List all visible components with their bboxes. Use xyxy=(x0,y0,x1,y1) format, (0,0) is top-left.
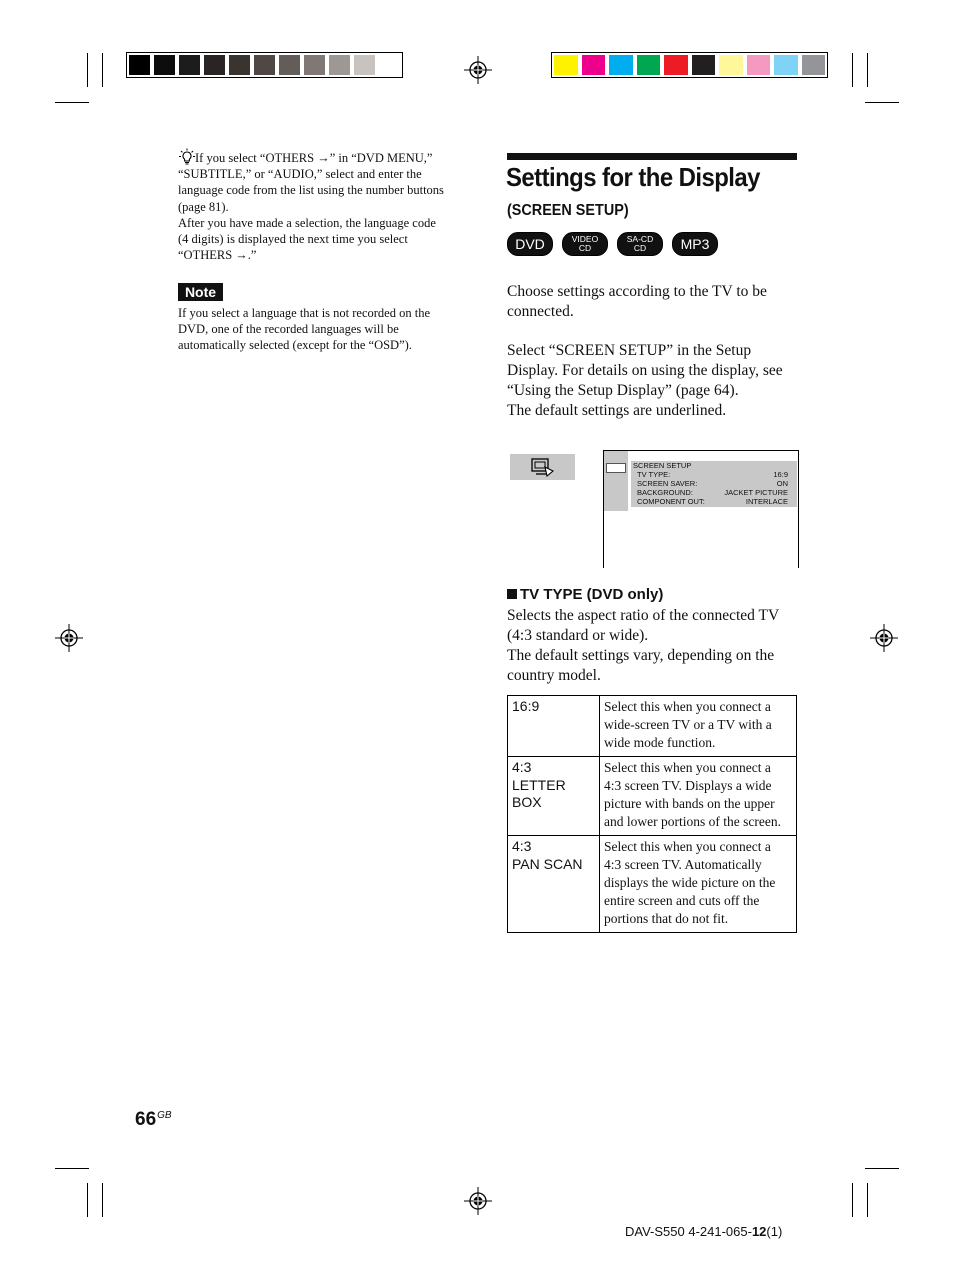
document-code xyxy=(625,1224,782,1239)
note-line: automatically selected (except for the “OSD”). xyxy=(178,338,412,353)
intro-line: Choose settings according to the TV to be xyxy=(507,283,767,300)
tv-type-heading-text: TV TYPE (DVD only) xyxy=(520,586,664,603)
key-line: 16:9 xyxy=(512,698,540,714)
color-swatch xyxy=(229,55,250,75)
desc-line: Selects the aspect ratio of the connected TV xyxy=(507,607,780,624)
color-swatch xyxy=(379,55,400,75)
value-line: Select this when you connect a xyxy=(604,760,771,775)
square-bullet-icon xyxy=(507,589,517,599)
key-line: 4:3 xyxy=(512,838,532,854)
value-line: and lower portions of the screen. xyxy=(604,814,781,829)
video-cd-badge xyxy=(562,232,608,256)
value-line: 4:3 screen TV. Automatically xyxy=(604,857,762,872)
key-line: LETTER xyxy=(512,776,566,793)
intro-line: connected. xyxy=(507,303,574,320)
table-row xyxy=(508,696,797,757)
cmyk-color-bar xyxy=(551,52,828,78)
hint-bulb-icon xyxy=(178,148,196,170)
value-line: Select this when you connect a xyxy=(604,839,771,854)
option-description xyxy=(600,757,797,836)
color-swatch xyxy=(637,55,661,75)
option-key xyxy=(508,696,600,757)
note-text xyxy=(178,305,468,354)
color-swatch xyxy=(179,55,200,75)
osd-row-value: JACKET PICTURE xyxy=(724,488,788,497)
color-swatch xyxy=(719,55,743,75)
color-swatch xyxy=(609,55,633,75)
value-line: portions that do not fit. xyxy=(604,911,729,926)
osd-row-label: COMPONENT OUT: xyxy=(637,497,705,506)
osd-row-value: INTERLACE xyxy=(745,497,788,506)
tip-block xyxy=(178,150,478,263)
page-number xyxy=(135,1109,172,1131)
intro-line: Select “SCREEN SETUP” in the Setup xyxy=(507,342,752,359)
document-code-prefix: DAV-S550 4-241-065- xyxy=(625,1224,752,1239)
intro-line: “Using the Setup Display” (page 64). xyxy=(507,382,739,399)
color-swatch xyxy=(304,55,325,75)
color-swatch xyxy=(254,55,275,75)
page-title: Settings for the Display xyxy=(506,162,760,192)
osd-row xyxy=(631,488,797,497)
registration-mark-icon xyxy=(464,1187,492,1215)
value-line: 4:3 screen TV. Displays a wide xyxy=(604,778,772,793)
value-line: entire screen and cuts off the xyxy=(604,893,760,908)
color-swatch xyxy=(664,55,688,75)
osd-menu-panel xyxy=(631,461,797,507)
note-line: DVD, one of the recorded languages will be xyxy=(178,322,399,337)
key-line: 4:3 xyxy=(512,759,532,775)
color-swatch xyxy=(279,55,300,75)
tv-type-table xyxy=(507,695,797,933)
sa-cd-badge xyxy=(617,232,663,256)
color-swatch xyxy=(129,55,150,75)
page-number-value: 66 xyxy=(135,1109,157,1130)
screen-setup-icon xyxy=(531,457,557,482)
registration-mark-icon xyxy=(870,624,898,652)
color-swatch xyxy=(154,55,175,75)
registration-mark-icon xyxy=(55,624,83,652)
tip-line: After you have made a selection, the language code xyxy=(178,215,436,230)
key-line: PAN SCAN xyxy=(512,855,583,872)
dvd-badge-label: DVD xyxy=(515,236,545,252)
desc-line: country model. xyxy=(507,667,601,684)
tip-line: (4 digits) is displayed the next time you select xyxy=(178,232,408,247)
osd-row-value: 16:9 xyxy=(773,470,788,479)
setup-display-illustration xyxy=(510,450,802,568)
color-swatch xyxy=(554,55,578,75)
video-cd-badge-label: VIDEO CD xyxy=(571,234,599,253)
intro-paragraph-1 xyxy=(507,282,807,322)
tip-line: If you select “OTHERS →” in “DVD MENU,” xyxy=(195,151,433,165)
color-swatch xyxy=(802,55,826,75)
value-line: displays the wide picture on the xyxy=(604,875,776,890)
osd-row-label: BACKGROUND: xyxy=(637,488,693,497)
document-code-suffix: (1) xyxy=(766,1224,783,1239)
tip-line: (page 81). xyxy=(178,199,229,214)
osd-selected-icon xyxy=(606,463,626,473)
osd-row xyxy=(631,497,797,506)
option-description xyxy=(600,696,797,757)
color-swatch xyxy=(692,55,716,75)
screen-setup-icon-tab xyxy=(510,454,575,480)
desc-line: (4:3 standard or wide). xyxy=(507,627,649,644)
key-line: BOX xyxy=(512,794,542,810)
option-description xyxy=(600,836,797,933)
option-key xyxy=(508,836,600,933)
value-line: wide-screen TV or a TV with a xyxy=(604,717,772,732)
color-swatch xyxy=(329,55,350,75)
color-swatch xyxy=(774,55,798,75)
osd-screen-frame xyxy=(603,450,799,568)
intro-line: The default settings are underlined. xyxy=(507,402,727,419)
mp3-badge-label: MP3 xyxy=(680,236,710,252)
tv-type-heading xyxy=(507,586,663,603)
tv-type-description xyxy=(507,606,807,686)
value-line: wide mode function. xyxy=(604,735,716,750)
osd-row-label: SCREEN SAVER: xyxy=(637,479,698,488)
sa-cd-badge-label: SA-CD CD xyxy=(626,234,654,253)
tip-line: “OTHERS →.” xyxy=(178,248,257,263)
osd-row xyxy=(631,479,797,488)
value-line: picture with bands on the upper xyxy=(604,796,775,811)
tip-line: language code from the list using the number buttons xyxy=(178,183,444,198)
registration-mark-icon xyxy=(464,56,492,84)
page-subtitle: (SCREEN SETUP) xyxy=(507,202,629,219)
value-line: Select this when you connect a xyxy=(604,699,771,714)
note-label: Note xyxy=(178,283,223,301)
option-key xyxy=(508,757,600,836)
osd-row-value: ON xyxy=(776,479,788,488)
osd-sidebar xyxy=(604,451,628,511)
osd-heading: SCREEN SETUP xyxy=(633,461,692,470)
intro-line: Display. For details on using the display, see xyxy=(507,362,783,379)
osd-row xyxy=(631,470,797,479)
color-swatch xyxy=(582,55,606,75)
grayscale-color-bar xyxy=(126,52,403,78)
desc-line: The default settings vary, depending on the xyxy=(507,647,775,664)
page-number-suffix: GB xyxy=(157,1110,172,1121)
intro-paragraph-2 xyxy=(507,341,807,421)
table-row xyxy=(508,836,797,933)
osd-row-label: TV TYPE: xyxy=(637,470,671,479)
title-rule xyxy=(507,153,797,160)
note-line: If you select a language that is not recorded on the xyxy=(178,306,430,320)
color-swatch xyxy=(204,55,225,75)
mp3-badge xyxy=(672,232,718,256)
table-row xyxy=(508,757,797,836)
tip-line: “SUBTITLE,” or “AUDIO,” select and enter the xyxy=(178,167,422,182)
document-code-bold: 12 xyxy=(751,1224,767,1239)
dvd-badge xyxy=(507,232,553,256)
color-swatch xyxy=(747,55,771,75)
color-swatch xyxy=(354,55,375,75)
